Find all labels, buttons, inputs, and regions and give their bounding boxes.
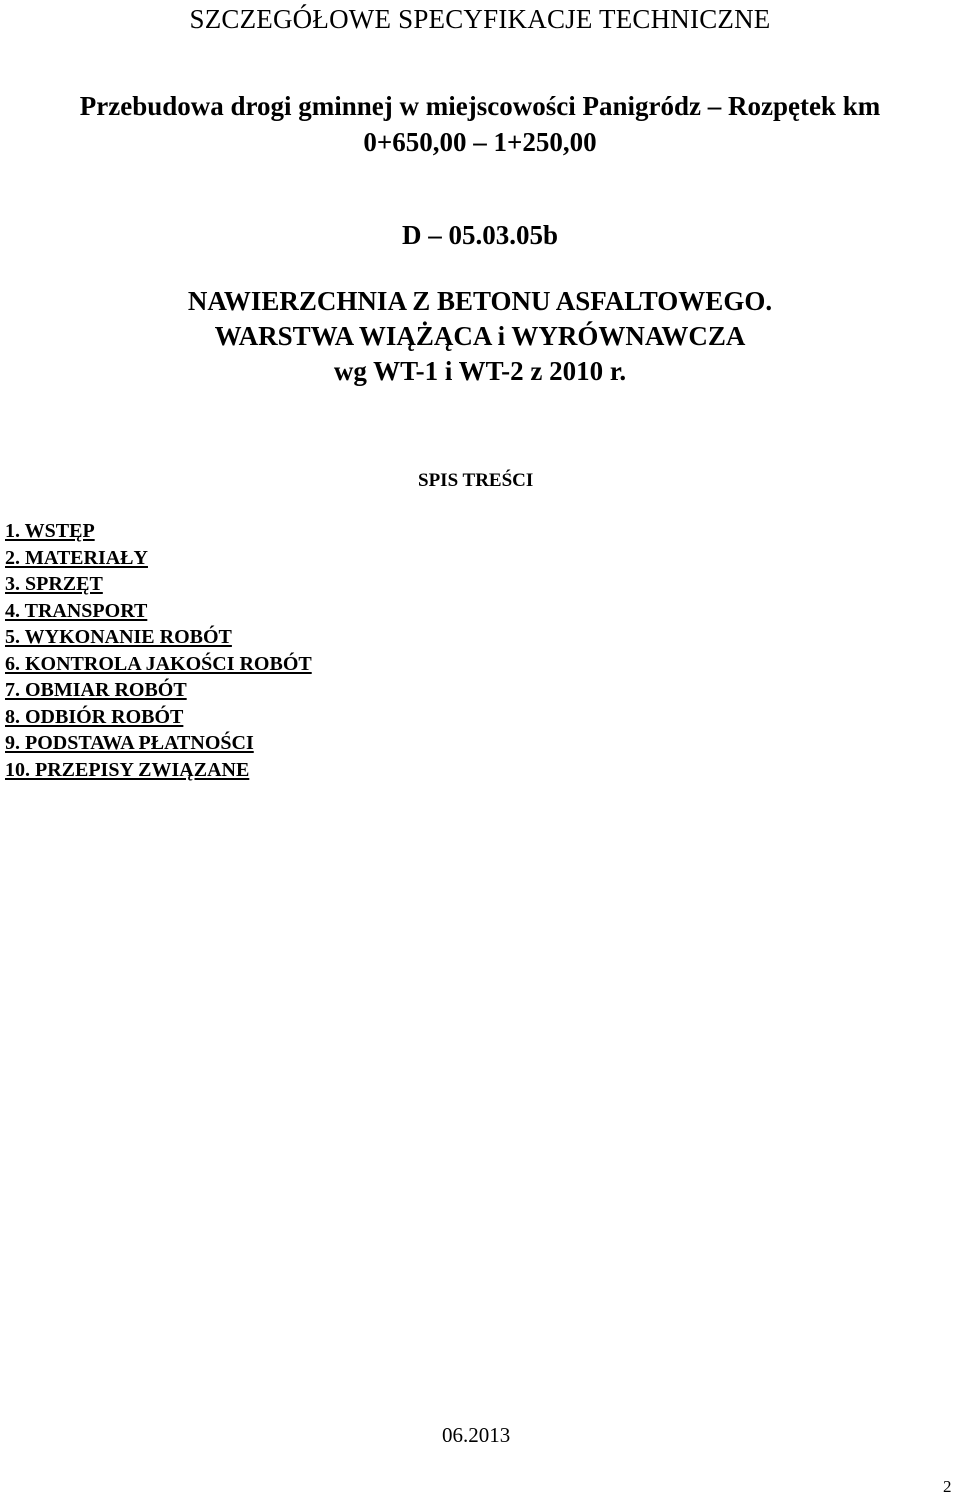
spec-title [0, 284, 960, 389]
toc-link-wstep[interactable]: 1. WSTĘP [5, 520, 95, 542]
toc-item [5, 677, 312, 704]
toc-item [5, 571, 312, 598]
toc-link-kontrola-jakosci[interactable]: 6. KONTROLA JAKOŚCI ROBÓT [5, 652, 312, 675]
toc-link-sprzet[interactable]: 3. SPRZĘT [5, 573, 103, 595]
project-title-line-2: 0+650,00 – 1+250,00 [363, 127, 597, 157]
document-header: SZCZEGÓŁOWE SPECYFIKACJE TECHNICZNE [189, 4, 771, 34]
page-number: 2 [943, 1477, 952, 1496]
spec-title-line-1: NAWIERZCHNIA Z BETONU ASFALTOWEGO. [187, 286, 773, 316]
toc-link-odbior-robot[interactable]: 8. ODBIÓR ROBÓT [5, 705, 184, 728]
toc-item [5, 651, 312, 678]
toc-item [5, 598, 312, 625]
spec-title-line-3: wg WT-1 i WT-2 z 2010 r. [333, 356, 627, 386]
toc-item [5, 545, 312, 572]
toc-item [5, 757, 312, 784]
spec-code: D – 05.03.05b [401, 220, 558, 250]
toc-link-obmiar-robot[interactable]: 7. OBMIAR ROBÓT [5, 679, 187, 701]
spec-title-line-2: WARSTWA WIĄŻĄCA i WYRÓWNAWCZA [214, 321, 746, 351]
toc-link-transport[interactable]: 4. TRANSPORT [5, 599, 148, 622]
toc-item [5, 704, 312, 731]
toc-link-wykonanie-robot[interactable]: 5. WYKONANIE ROBÓT [5, 626, 232, 648]
toc-heading: SPIS TREŚCI [418, 470, 534, 491]
project-title [0, 88, 960, 160]
toc-link-podstawa-platnosci[interactable]: 9. PODSTAWA PŁATNOŚCI [5, 732, 254, 754]
toc-link-materialy[interactable]: 2. MATERIAŁY [5, 546, 148, 569]
project-title-line-1: Przebudowa drogi gminnej w miejscowości Panigródz – Rozpętek km [79, 91, 881, 121]
table-of-contents [5, 518, 312, 783]
document-date: 06.2013 [442, 1423, 511, 1447]
toc-item [5, 518, 312, 545]
toc-item [5, 624, 312, 651]
toc-item [5, 730, 312, 757]
toc-link-przepisy-zwiazane[interactable]: 10. PRZEPISY ZWIĄZANE [5, 758, 250, 781]
